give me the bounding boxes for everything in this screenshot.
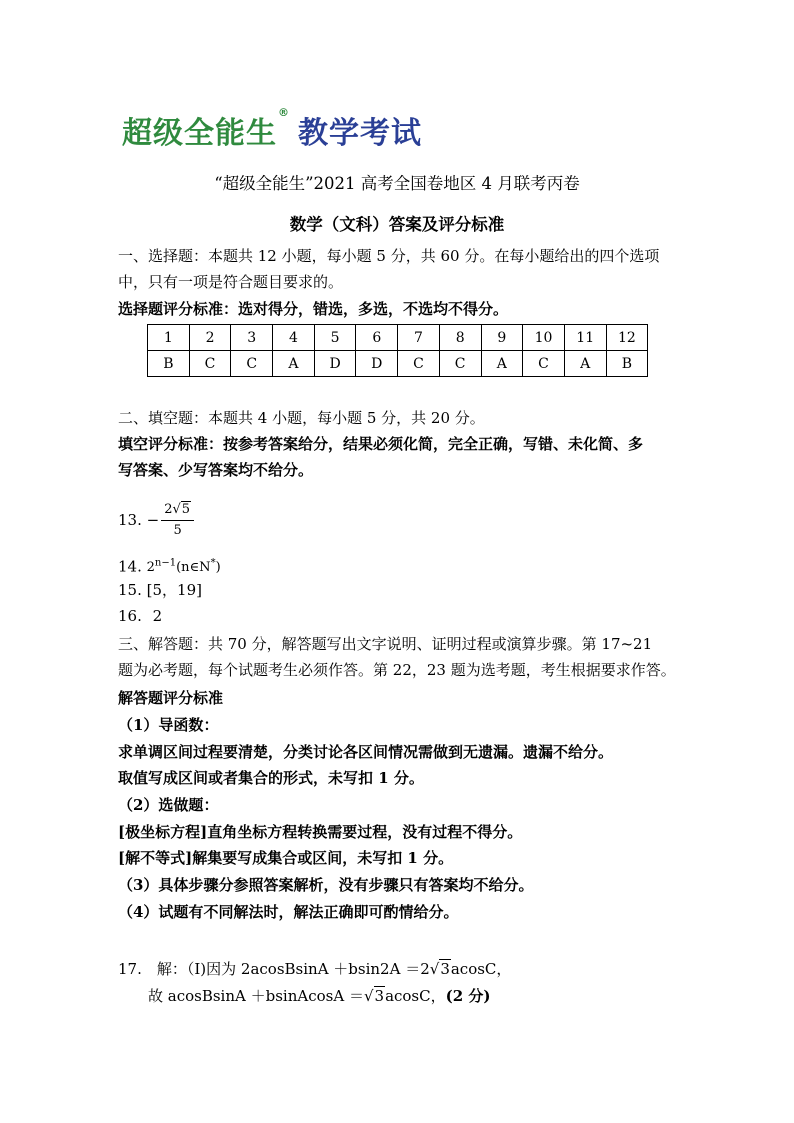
answer-14-base: 2 [146, 560, 155, 576]
answer-table [147, 324, 648, 377]
logo-registered-mark: ® [278, 106, 290, 119]
fraction-denominator: 5 [173, 523, 182, 538]
fraction-numerator: 2√5 [161, 502, 194, 521]
answer-13-sign: − [146, 511, 160, 529]
solution-17-line2: 故 acosBsinA ＋bsinAcosA ＝√3acosC，(2 分) [148, 987, 491, 1005]
table-cell: D [314, 351, 356, 377]
publisher-logo [122, 106, 422, 151]
solution-17-line1-radicand: 3 [440, 960, 450, 978]
solution-17-line2-radicand: 3 [374, 987, 385, 1005]
table-cell: 9 [481, 325, 523, 351]
section3-item1-title: （1）导函数： [118, 716, 219, 734]
table-cell: D [356, 351, 398, 377]
numerator-coefficient: 2 [164, 502, 173, 517]
logo-edu-text: 教学考试 [298, 116, 422, 151]
table-cell: 6 [356, 325, 398, 351]
section3-item1-line1: 求单调区间过程要清楚，分类讨论各区间情况需做到无遗漏。遗漏不给分。 [118, 743, 614, 761]
table-cell: C [398, 351, 440, 377]
section3-item4: （4）试题有不同解法时，解法正确即可酌情给分。 [118, 903, 459, 921]
table-cell: A [481, 351, 523, 377]
answer-14-condition-close: ) [215, 560, 221, 576]
answer-16-label: 16. [118, 607, 142, 625]
section1-intro-line2: 中，只有一项是符合题目要求的。 [118, 273, 344, 291]
section3-intro-line2: 题为必考题，每个试题考生必须作答。第 22，23 题为选考题，考生根据要求作答。 [118, 661, 676, 679]
solution-17-line1-end: acosC， [450, 960, 512, 978]
section2-standard-line2: 写答案、少写答案均不给分。 [118, 461, 314, 479]
section2-intro: 二、填空题：本题共 4 小题，每小题 5 分，共 20 分。 [118, 409, 485, 427]
table-cell: 7 [398, 325, 440, 351]
table-cell: 2 [189, 325, 231, 351]
answer-13-label: 13. [118, 511, 142, 529]
section3-item2-title: （2）选做题： [118, 796, 219, 814]
table-cell: 3 [231, 325, 273, 351]
answer-key-title: 数学（文科）答案及评分标准 [289, 215, 505, 234]
solution-17-line2-start: 故 acosBsinA ＋bsinAcosA ＝ [148, 987, 364, 1005]
section3-item2-line2: [解不等式]解集要写成集合或区间，未写扣 1 分。 [118, 849, 454, 867]
table-cell: 4 [273, 325, 315, 351]
answer-14-condition-open: (n∈N [176, 560, 211, 576]
table-cell: A [273, 351, 315, 377]
table-cell: 11 [564, 325, 606, 351]
section1-intro-line1: 一、选择题：本题共 12 小题，每小题 5 分，共 60 分。在每小题给出的四个选项 [118, 247, 660, 265]
answer-table-number-row [148, 325, 648, 351]
answer-14-condition-star: * [210, 558, 216, 569]
table-cell: 1 [148, 325, 190, 351]
table-cell: 5 [314, 325, 356, 351]
solution-17-score: (2 分) [445, 987, 491, 1005]
answer-13 [118, 502, 194, 540]
section1-standard: 选择题评分标准：选对得分，错选，多选，不选均不得分。 [118, 300, 509, 318]
solution-17-line1-start: 17. 解：（Ⅰ)因为 2acosBsinA ＋bsin2A ＝2 [118, 960, 430, 978]
solution-17-line1: 17. 解：（Ⅰ)因为 2acosBsinA ＋bsin2A ＝2√3acosC， [118, 960, 512, 978]
section2-standard-line1: 填空评分标准：按参考答案给分，结果必须化简，完全正确，写错、未化简、多 [118, 435, 644, 453]
numerator-radicand: 5 [181, 502, 191, 517]
table-cell: 12 [606, 325, 648, 351]
table-cell: C [231, 351, 273, 377]
answer-14 [118, 554, 221, 578]
answer-14-exponent: n−1 [154, 558, 177, 569]
table-cell: B [148, 351, 190, 377]
answer-16 [118, 606, 162, 626]
answer-16-value: 2 [152, 607, 163, 625]
section3-item3: （3）具体步骤分参照答案解析，没有步骤只有答案均不给分。 [118, 876, 534, 894]
table-cell: A [564, 351, 606, 377]
section3-standard-title: 解答题评分标准 [118, 689, 224, 707]
answer-14-value [147, 560, 221, 575]
answer-15 [118, 580, 202, 600]
table-cell: C [523, 351, 565, 377]
logo-brand: 超级全能生 [122, 116, 277, 151]
exam-title: “超级全能生”2021 高考全国卷地区 4 月联考丙卷 [214, 174, 580, 193]
section3-intro-line1: 三、解答题：共 70 分，解答题写出文字说明、证明过程或演算步骤。第 17~21 [118, 635, 653, 653]
table-cell: B [606, 351, 648, 377]
solution-17-line2-end: acosC， [385, 987, 446, 1005]
answer-13-fraction [161, 502, 194, 540]
answer-14-label: 14. [118, 557, 142, 576]
section3-item2-line1: [极坐标方程]直角坐标方程转换需要过程，没有过程不得分。 [118, 823, 523, 841]
table-cell: C [189, 351, 231, 377]
table-cell: 10 [523, 325, 565, 351]
table-cell: C [439, 351, 481, 377]
answer-15-value: [5，19] [146, 581, 202, 599]
answer-15-label: 15. [118, 581, 142, 599]
section3-item1-line2: 取值写成区间或者集合的形式，未写扣 1 分。 [118, 769, 424, 787]
table-cell: 8 [439, 325, 481, 351]
answer-table-answer-row [148, 351, 648, 377]
